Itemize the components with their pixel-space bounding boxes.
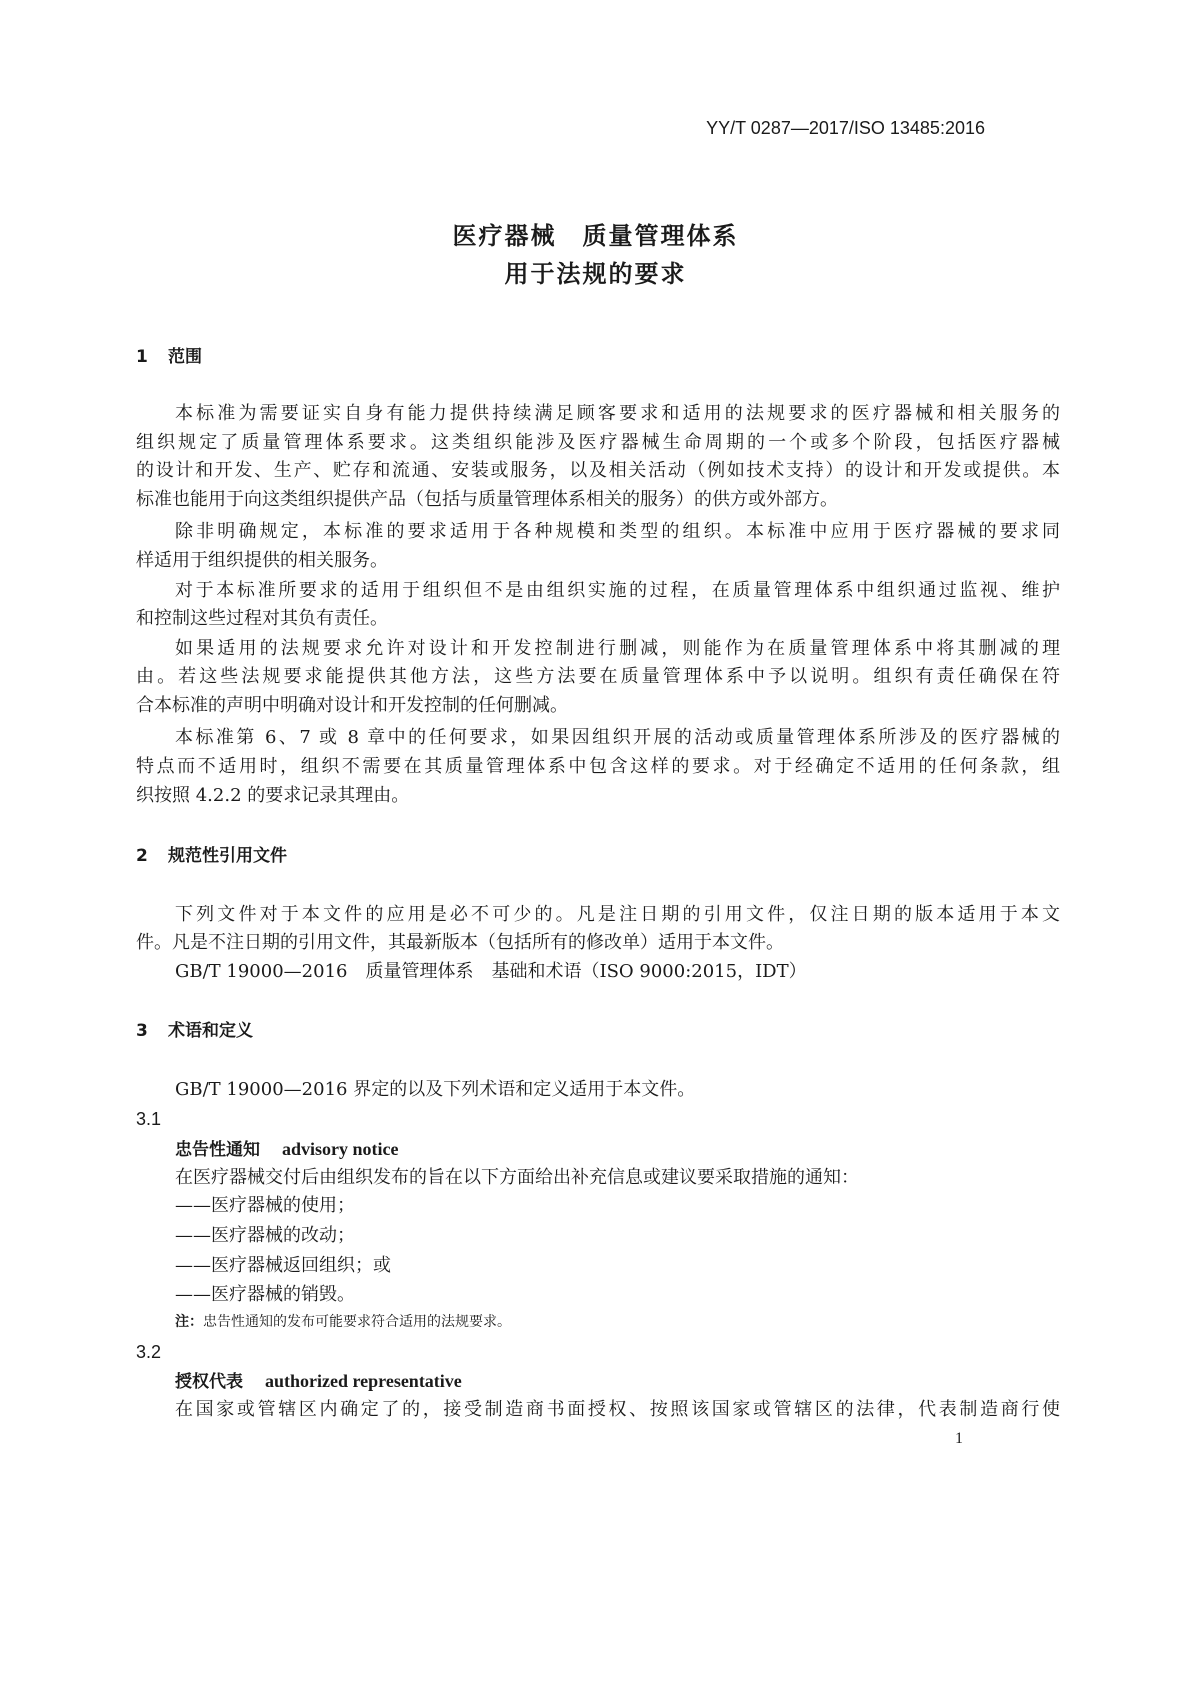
paragraph-line: 特点而不适用时，组织不需要在其质量管理体系中包含这样的要求。对于经确定不适用的任何条款，组 xyxy=(136,756,1060,777)
term-note xyxy=(175,1310,1060,1334)
section-title: 术语和定义 xyxy=(168,1021,253,1041)
paragraph-line: 合本标准的声明中明确对设计和开发控制的任何删减。 xyxy=(136,695,568,716)
term-heading xyxy=(175,1137,1060,1162)
term-heading xyxy=(175,1369,1060,1394)
term-definition: 在医疗器械交付后由组织发布的旨在以下方面给出补充信息或建议要采取措施的通知： xyxy=(175,1167,859,1188)
note-label: 注： xyxy=(175,1314,203,1330)
paragraph-line: 织按照 4.2.2 的要求记录其理由。 xyxy=(136,785,410,806)
section-number: 2 xyxy=(136,846,148,866)
page-number: 1 xyxy=(955,1430,963,1447)
term-number: 3.2 xyxy=(136,1342,162,1362)
list-item: ——医疗器械返回组织；或 xyxy=(175,1255,391,1276)
term-zh: 授权代表 xyxy=(175,1372,243,1392)
paragraph-line: 组织规定了质量管理体系要求。这类组织能涉及医疗器械生命周期的一个或多个阶段，包括医疗器械 xyxy=(136,432,1060,453)
paragraph-line: 如果适用的法规要求允许对设计和开发控制进行删减，则能作为在质量管理体系中将其删减的理 xyxy=(175,638,1060,659)
paragraph-line: 下列文件对于本文件的应用是必不可少的。凡是注日期的引用文件，仅注日期的版本适用于本文 xyxy=(175,904,1060,925)
list-item: ——医疗器械的改动； xyxy=(175,1225,355,1246)
note-text: 忠告性通知的发布可能要求符合适用的法规要求。 xyxy=(203,1314,511,1330)
paragraph-line: 件。凡是不注日期的引用文件，其最新版本（包括所有的修改单）适用于本文件。 xyxy=(136,932,784,953)
term-zh: 忠告性通知 xyxy=(175,1140,260,1160)
document-subtitle: 用于法规的要求 xyxy=(504,260,687,288)
section-1-heading xyxy=(136,345,1060,369)
paragraph-line: 和控制这些过程对其负有责任。 xyxy=(136,608,388,629)
section-number: 1 xyxy=(136,347,148,367)
section-3-heading xyxy=(136,1019,1060,1043)
term-number: 3.1 xyxy=(136,1109,162,1129)
list-item: ——医疗器械的销毁。 xyxy=(175,1284,355,1305)
paragraph-line: 本标准第 6、7 或 8 章中的任何要求，如果因组织开展的活动或质量管理体系所涉及的医疗器械的 xyxy=(175,727,1060,748)
paragraph-line: 对于本标准所要求的适用于组织但不是由组织实施的过程，在质量管理体系中组织通过监视、维护 xyxy=(175,580,1060,601)
paragraph-line: 除非明确规定，本标准的要求适用于各种规模和类型的组织。本标准中应用于医疗器械的要求同 xyxy=(175,521,1060,542)
standard-code-header: YY/T 0287—2017/ISO 13485:2016 xyxy=(706,118,985,138)
section-intro: GB/T 19000—2016 界定的以及下列术语和定义适用于本文件。 xyxy=(175,1079,696,1100)
term-en: advisory notice xyxy=(282,1139,399,1159)
section-title: 范围 xyxy=(168,347,202,367)
paragraph-line: 的设计和开发、生产、贮存和流通、安装或服务，以及相关活动（例如技术支持）的设计和开发或提供。本 xyxy=(136,460,1060,481)
document-title: 医疗器械 质量管理体系 xyxy=(452,222,739,250)
section-title: 规范性引用文件 xyxy=(168,846,287,866)
paragraph-line: 样适用于组织提供的相关服务。 xyxy=(136,550,388,571)
term-definition: 在国家或管辖区内确定了的，接受制造商书面授权、按照该国家或管辖区的法律，代表制造商行使 xyxy=(175,1399,1060,1420)
paragraph-line: 标准也能用于向这类组织提供产品（包括与质量管理体系相关的服务）的供方或外部方。 xyxy=(136,489,838,510)
paragraph-line: 本标准为需要证实自身有能力提供持续满足顾客要求和适用的法规要求的医疗器械和相关服务的 xyxy=(175,403,1060,424)
normative-reference: GB/T 19000—2016 质量管理体系 基础和术语（ISO 9000:2015，IDT） xyxy=(175,961,807,982)
section-number: 3 xyxy=(136,1021,148,1041)
list-item: ——医疗器械的使用； xyxy=(175,1195,355,1216)
term-en: authorized representative xyxy=(265,1371,462,1391)
paragraph-line: 由。若这些法规要求能提供其他方法，这些方法要在质量管理体系中予以说明。组织有责任确保在符 xyxy=(136,666,1060,687)
section-2-heading xyxy=(136,844,1060,868)
